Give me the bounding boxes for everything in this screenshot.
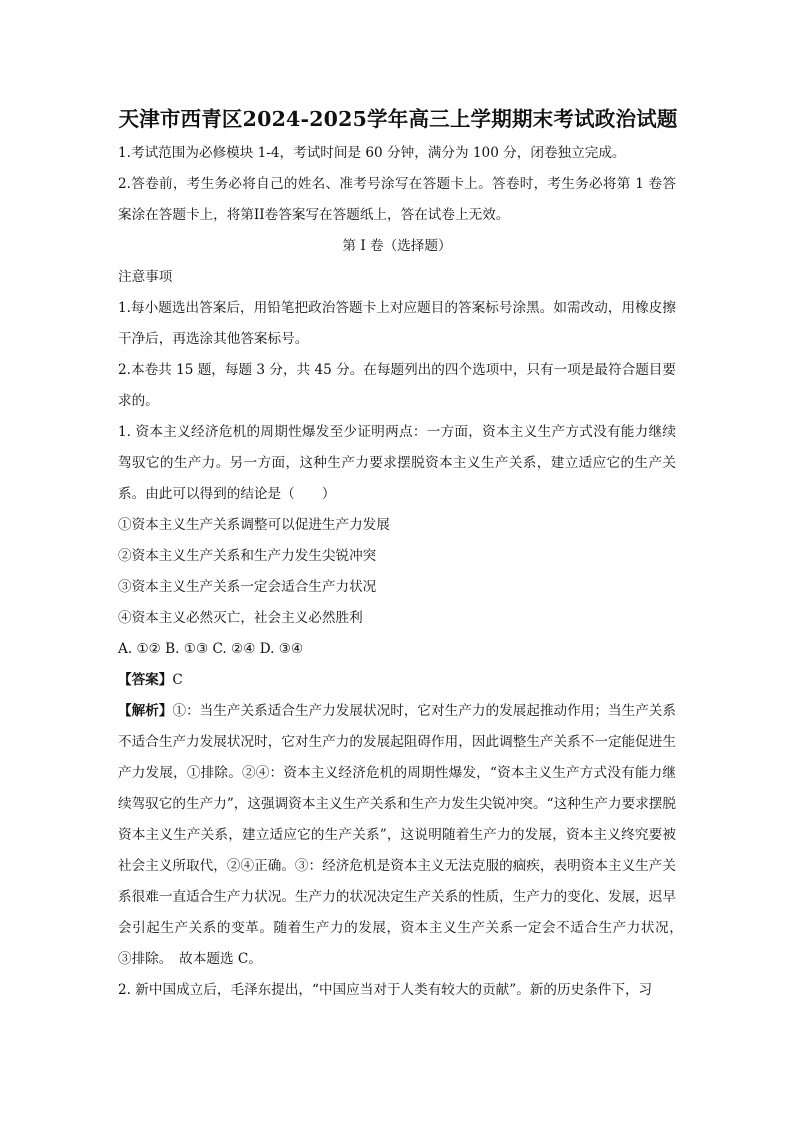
question-1-option-3: ③资本主义生产关系一定会适合生产力状况 <box>118 579 377 595</box>
question-1-answer <box>118 665 676 696</box>
answer-label: 【答案】 <box>118 672 173 688</box>
analysis-label: 【解析】 <box>118 703 173 719</box>
document-body <box>118 138 690 1006</box>
question-1-analysis <box>118 696 690 975</box>
notes-item-1: 1.每小题选出答案后，用铅笔把政治答题卡上对应题目的答案标号涂黑。如需改动，用橡皮擦干净后，再选涂其他答案标号。 <box>118 300 676 347</box>
question-2-stem: 2. 新中国成立后，毛泽东提出，“中国应当对于人类有较大的贡献”。新的历史条件下，习 <box>118 982 653 998</box>
question-1-option-2: ②资本主义生产关系和生产力发生尖锐冲突 <box>118 548 377 564</box>
intro-line-1: 1.考试范围为必修模块 1-4，考试时间是 60 分钟，满分为 100 分，闭卷独立完成。 <box>118 145 626 161</box>
notes-heading: 注意事项 <box>118 269 173 285</box>
intro-line-2: 2.答卷前，考生务必将自己的姓名、准考号涂写在答题卡上。答卷时，考生务必将第 1 卷答案涂在答题卡上，将第II卷答案写在答题纸上，答在试卷上无效。 <box>118 176 676 223</box>
page-title: 天津市西青区2024-2025学年高三上学期期末考试政治试题 <box>118 107 678 131</box>
question-1-stem: 1. 资本主义经济危机的周期性爆发至少证明两点：一方面，资本主义生产方式没有能力继续驾驭它的生产力。另一方面，这种生产力要求摆脱资本主义生产关系，建立适应它的生产关系。由此可以得到的结论是（ ） <box>118 424 676 502</box>
analysis-text: ①：当生产关系适合生产力发展状况时，它对生产力的发展起推动作用；当生产关系不适合生产力发展状况时，它对生产力的发展起阻碍作用，因此调整生产关系不一定能促进生产力发展，①排除。②④：资本主义经济危机的周期性爆发，“资本主义生产方式没有能力继续驾驭它的生产力”，这强调资本主义生产关系和生产力发生尖锐冲突。“这种生产力要求摆脱资本主义生产关系，建立适应它的生产关系”，这说明随着生产力的发展，资本主义终究要被社会主义所取代，②④正确。③：经济危机是资本主义无法克服的痼疾，表明资本主义生产关系很难一直适合生产力状况。生产力的状况决定生产关系的性质，生产力的变化、发展，迟早会引起生产关系的变革。随着生产力的发展，资本主义生产关系一定会不适合生产力状况， ③排除。 故本题选 C。 <box>118 703 690 967</box>
question-1-option-4: ④资本主义必然灭亡，社会主义必然胜利 <box>118 610 363 626</box>
answer-value: C <box>172 672 183 688</box>
question-1-option-1: ①资本主义生产关系调整可以促进生产力发展 <box>118 517 390 533</box>
question-1-choices: A. ①② B. ①③ C. ②④ D. ③④ <box>118 641 304 657</box>
notes-item-2: 2.本卷共 15 题，每题 3 分，共 45 分。在每题列出的四个选项中，只有一项是最符合题目要求的。 <box>118 362 676 409</box>
section-title: 第 I 卷（选择题） <box>342 238 452 254</box>
